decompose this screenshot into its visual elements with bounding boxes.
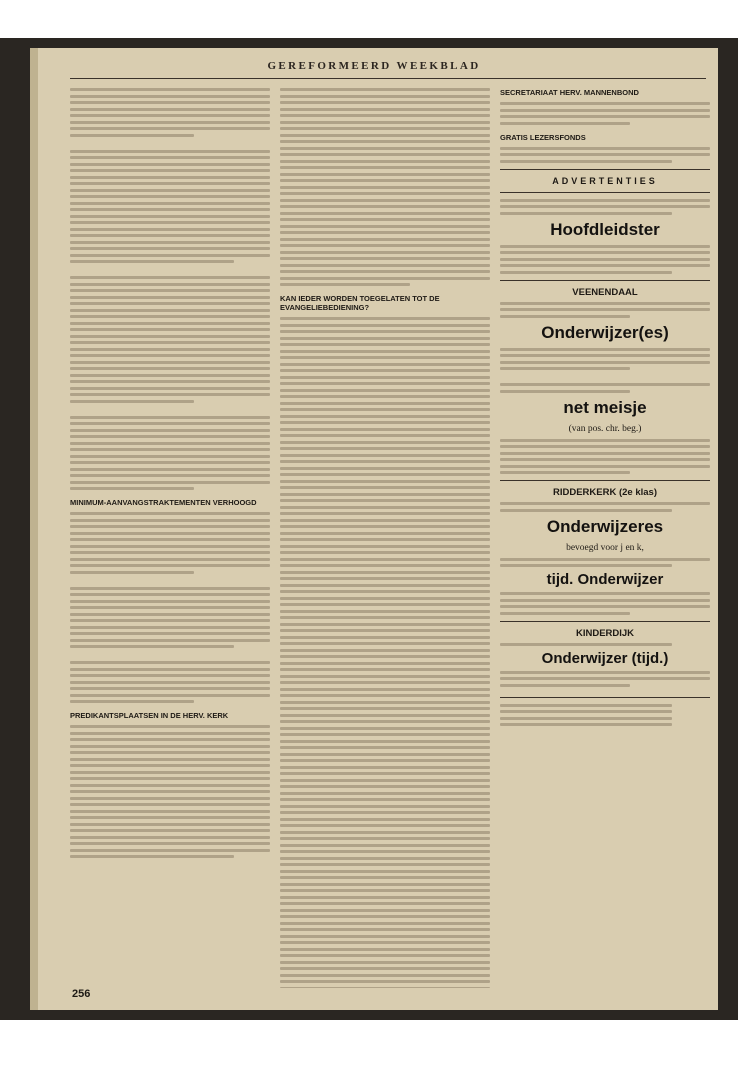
- ad1-title: Hoofdleidster: [550, 219, 660, 239]
- ads-header-rule: [500, 192, 710, 193]
- ad2-title: Onderwijzer(es): [541, 322, 669, 342]
- ad4-intro-text: [500, 502, 710, 512]
- ad1-body-text: [500, 245, 710, 274]
- heading-minimum-traktementen: MINIMUM-AANVANGSTRAKTEMENTEN VERHOOGD: [70, 498, 257, 507]
- ad4-place: RIDDERKERK (2e klas): [553, 487, 657, 498]
- ad-divider: [500, 621, 710, 622]
- masthead: GEREFORMEERD WEEKBLAD: [267, 60, 481, 72]
- heading-advertenties: ADVERTENTIES: [552, 175, 658, 186]
- ad2-body-text: [500, 348, 710, 393]
- bottom-note-box: [500, 697, 710, 727]
- ad2-intro-text: [500, 302, 710, 318]
- ad-divider: [500, 280, 710, 281]
- ad4-mid-text: [500, 558, 710, 568]
- ad5-place: KINDERDIJK: [575, 627, 635, 639]
- left-text-block-3: [70, 725, 270, 858]
- ad4-body-text: [500, 592, 710, 615]
- gratis-text: [500, 147, 710, 163]
- ad4-subtitle: bevoegd voor j en k,: [566, 542, 644, 553]
- ad-divider: [500, 480, 710, 481]
- heading-evangeliebediening: KAN IEDER WORDEN TOEGELATEN TOT DE EVANGELIEBEDIENING?: [280, 294, 440, 312]
- left-text-block-2: [70, 512, 270, 703]
- secretariaat-text: [500, 102, 710, 125]
- right-column: [500, 88, 710, 988]
- ad1-intro-text: [500, 199, 710, 215]
- ad4-title: Onderwijzeres: [546, 516, 664, 536]
- heading-gratis-lezersfonds: GRATIS LEZERSFONDS: [500, 132, 586, 142]
- ad3-title: net meisje: [563, 397, 647, 417]
- middle-text-block-2: [280, 317, 490, 988]
- heading-predikantsplaatsen: PREDIKANTSPLAATSEN IN DE HERV. KERK: [70, 711, 229, 720]
- left-column: [70, 88, 270, 988]
- ad5-title: Onderwijzer (tijd.): [541, 649, 669, 667]
- page-number: 256: [72, 988, 91, 1000]
- page-binding-edge: [30, 48, 38, 1010]
- ad3-subtitle: (van pos. chr. beg.): [568, 423, 642, 434]
- ad5-intro-text: [500, 643, 710, 646]
- ad3-body-text: [500, 439, 710, 475]
- newspaper-page: [30, 48, 718, 1010]
- left-text-block-1: [70, 88, 270, 490]
- masthead-rule: [70, 78, 706, 79]
- bottom-note-text: [500, 704, 710, 727]
- middle-text-block-1: [280, 88, 490, 286]
- heading-secretariaat: SECRETARIAAT HERV. MANNENBOND: [500, 88, 639, 97]
- ad5-body-text: [500, 671, 710, 687]
- ads-top-rule: [500, 169, 710, 170]
- ad4-title-2: tijd. Onderwijzer: [546, 571, 664, 588]
- ad2-place: VEENENDAAL: [572, 286, 638, 298]
- middle-column: [280, 88, 490, 988]
